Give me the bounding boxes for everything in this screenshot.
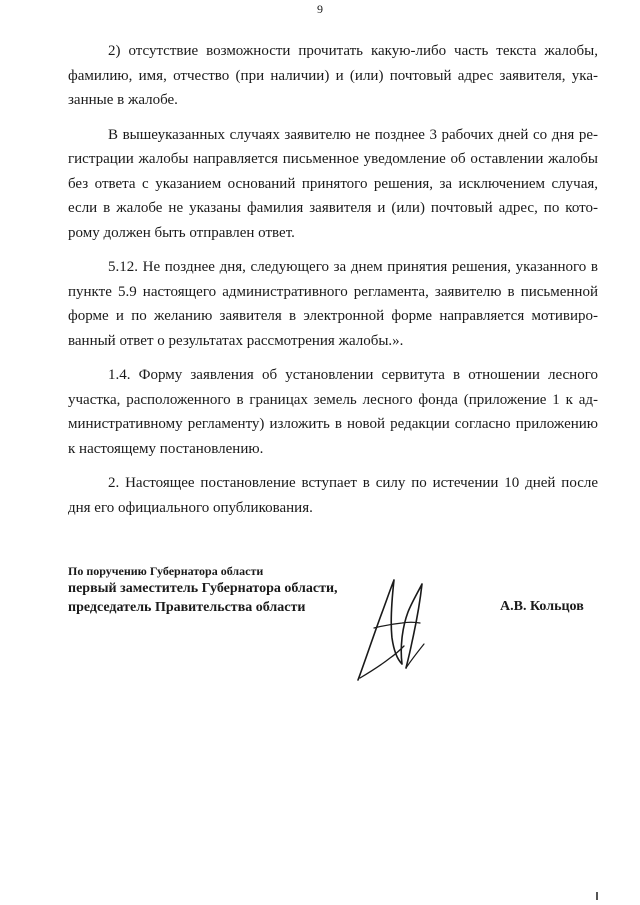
handwritten-signature xyxy=(350,568,470,688)
paragraph-2: В вышеуказанных случаях заявителю не позднее 3 рабочих дней со дня регистрации жалобы направляется письменное уведомление об оставлении жалобы без ответа с указанием оснований принятого решения, за исключением случая, если в жалобе не указаны фамилия заявителя и (или) почтовый адрес, по которому должен быть отправлен ответ. xyxy=(68,126,598,241)
signatory-position-line-2: председатель Правительства области xyxy=(68,600,306,615)
paragraph-3: 5.12. Не позднее дня, следующего за днем принятия решения, указанного в пункте 5.9 настоящего административного регламента, заявителю в письменной форме и по желанию заявителя в электронной форме направляется мотивированный ответ о результатах рассмотрения жалобы.». xyxy=(68,259,598,349)
signatory-title-block xyxy=(68,564,368,617)
paragraph-5: 2. Настоящее постановление вступает в силу по истечении 10 дней после дня его официального опубликования. xyxy=(68,475,598,516)
paragraph-4: 1.4. Форму заявления об установлении сервитута в отношении лесного участка, расположенного в границах земель лесного фонда (приложение 1 к административному регламенту) изложить в новой редакции согласно приложению к настоящему постановлению. xyxy=(68,367,598,457)
paragraph-1: 2) отсутствие возможности прочитать какую-либо часть текста жалобы, фамилию, имя, отчество (при наличии) и (или) почтовый адрес заявителя, указанные в жалобе. xyxy=(68,43,598,108)
signatory-authority-line: По поручению Губернатора области xyxy=(68,564,264,578)
signatory-name: А.В. Кольцов xyxy=(500,599,584,614)
signatory-position-line-1: первый заместитель Губернатора области, xyxy=(68,581,338,596)
document-body xyxy=(68,39,598,530)
page-number: 9 xyxy=(317,2,323,16)
scan-mark xyxy=(596,892,598,900)
